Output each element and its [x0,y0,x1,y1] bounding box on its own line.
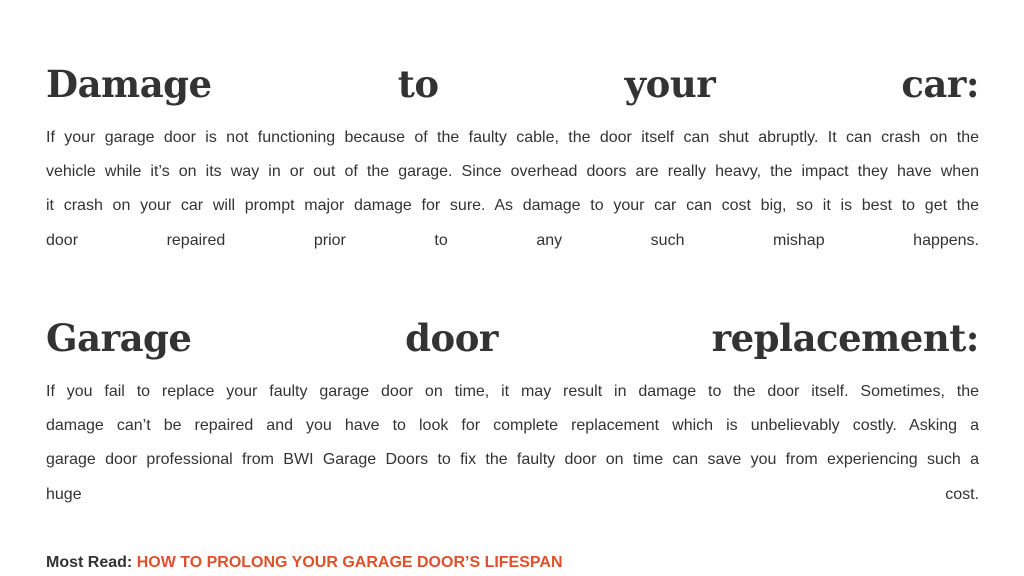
paragraph-line: huge cost. [46,485,979,503]
paragraph-line: door repaired prior to any such mishap happens. [46,231,979,249]
paragraph-line: vehicle while it’s on its way in or out of the garage. Since overhead doors are really heavy, the impact they have when [46,163,979,181]
most-read-link[interactable]: HOW TO PROLONG YOUR GARAGE DOOR’S LIFESPAN [136,554,563,571]
heading-word: your [624,62,716,106]
section-paragraph-replacement [46,375,979,512]
heading-word: door [405,316,498,360]
heading-word: Garage [46,316,192,360]
section-paragraph-damage [46,121,979,258]
section-heading-damage-to-your-car [46,62,979,106]
heading-word: car: [901,62,979,106]
paragraph-line: it crash on your car will prompt major damage for sure. As damage to your car can cost big, so it is best to get the [46,197,979,215]
section-heading-garage-door-replacement [46,316,979,360]
heading-word: to [397,62,439,106]
heading-word: replacement: [711,316,979,360]
most-read-label: Most Read: [46,554,133,571]
paragraph-line: garage door professional from BWI Garage Doors to fix the faulty door on time can save you from experiencing such a [46,451,979,469]
paragraph-line: If your garage door is not functioning because of the faulty cable, the door itself can shut abruptly. It can crash on the [46,129,979,146]
paragraph-line: damage can’t be repaired and you have to look for complete replacement which is unbelievably costly. Asking a [46,417,979,435]
heading-word: Damage [46,62,212,106]
most-read-line [46,553,563,573]
paragraph-line: If you fail to replace your faulty garage door on time, it may result in damage to the door itself. Sometimes, the [46,383,979,400]
